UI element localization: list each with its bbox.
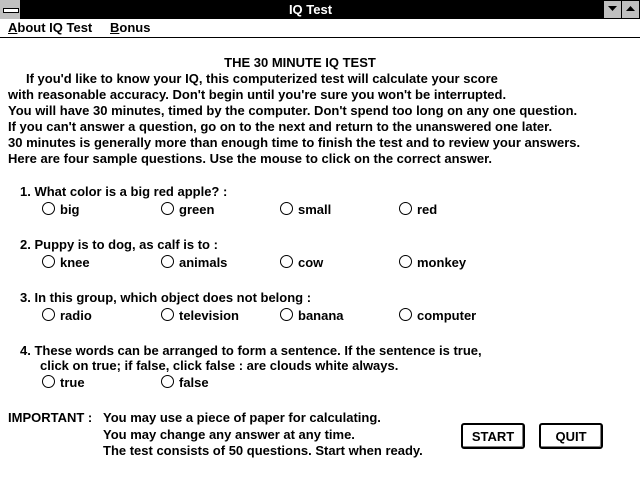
- question-4-text-line2: click on true; if false, click false : are clouds white always.: [40, 358, 399, 373]
- radio-circle: [42, 255, 55, 268]
- radio-circle: [280, 255, 293, 268]
- menu-about-iq-test[interactable]: About IQ Test: [8, 20, 93, 35]
- intro-line: with reasonable accuracy. Don't begin until you're sure you won't be interrupted.: [8, 87, 507, 102]
- radio-circle: [42, 375, 55, 388]
- intro-line: 30 minutes is generally more than enough time to finish the test and to review your answers.: [8, 135, 581, 150]
- radio-circle: [161, 202, 174, 215]
- question-4-text: 4. These words can be arranged to form a sentence. If the sentence is true,: [20, 343, 482, 358]
- page-title: THE 30 MINUTE IQ TEST: [224, 55, 376, 70]
- intro-line: Here are four sample questions. Use the mouse to click on the correct answer.: [8, 151, 493, 166]
- intro-line: You will have 30 minutes, timed by the computer. Don't spend too long on any one question.: [8, 103, 578, 118]
- important-label: IMPORTANT :: [8, 410, 93, 425]
- question-1-text: 1. What color is a big red apple? :: [20, 184, 228, 199]
- radio-circle: [161, 308, 174, 321]
- radio-circle: [161, 255, 174, 268]
- radio-circle: [399, 202, 412, 215]
- important-note: You may use a piece of paper for calculating.: [103, 410, 381, 425]
- minimize-button[interactable]: [603, 0, 622, 19]
- maximize-button[interactable]: [621, 0, 640, 19]
- system-menu-icon: [3, 8, 19, 13]
- intro-line: If you can't answer a question, go on to the next and return to the unanswered one later.: [8, 119, 553, 134]
- radio-circle: [42, 202, 55, 215]
- start-button[interactable]: START: [461, 423, 525, 449]
- important-note: The test consists of 50 questions. Start when ready.: [103, 443, 423, 458]
- radio-circle: [280, 202, 293, 215]
- system-menu-button[interactable]: [0, 0, 21, 19]
- question-3-text: 3. In this group, which object does not belong :: [20, 290, 312, 305]
- radio-circle: [161, 375, 174, 388]
- radio-circle: [399, 255, 412, 268]
- radio-circle: [399, 308, 412, 321]
- menu-bar: [0, 19, 640, 38]
- quit-button[interactable]: QUIT: [539, 423, 603, 449]
- question-2-text: 2. Puppy is to dog, as calf is to :: [20, 237, 218, 252]
- minimize-icon: [608, 6, 617, 12]
- important-note: You may change any answer at any time.: [103, 427, 355, 442]
- window-title: IQ Test: [288, 2, 333, 17]
- maximize-icon: [626, 6, 635, 12]
- menu-bonus[interactable]: Bonus: [110, 20, 151, 35]
- radio-circle: [42, 308, 55, 321]
- radio-circle: [280, 308, 293, 321]
- intro-line: If you'd like to know your IQ, this computerized test will calculate your score: [26, 71, 498, 86]
